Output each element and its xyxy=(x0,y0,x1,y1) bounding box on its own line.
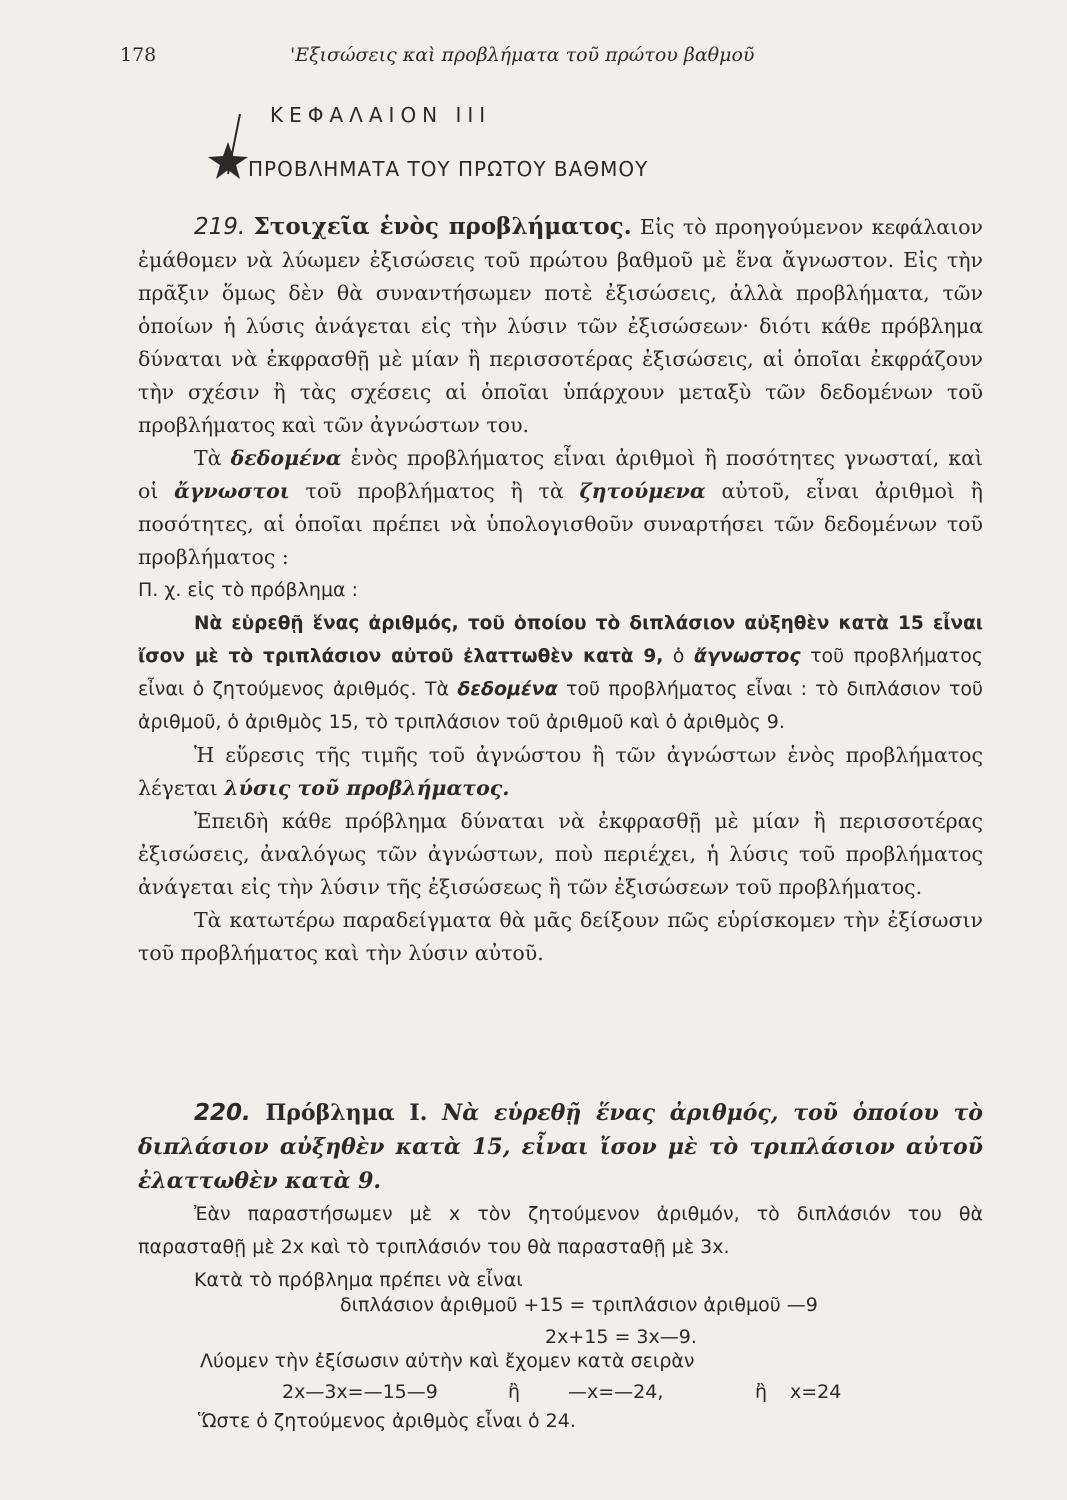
solution-para-3: Λύομεν τὴν ἐξίσωσιν αὐτὴν καὶ ἔχομεν κατὰ σειρὰν xyxy=(200,1350,695,1372)
section-220 xyxy=(138,1096,983,1297)
section-219-para-2 xyxy=(138,442,983,574)
example-paragraph xyxy=(138,607,983,739)
equation-step-3: x=24 xyxy=(790,1381,842,1403)
text: Τὰ xyxy=(194,446,222,470)
section-219-para-5: Τὰ κατωτέρω παραδείγματα θὰ μᾶς δείξουν πῶς εὑρίσκομεν τὴν ἐξίσωσιν τοῦ προβλήματος καὶ τὴν λύσιν αὐτοῦ. xyxy=(138,908,983,965)
example-intro xyxy=(138,574,983,607)
paragraph-text: Εἰς τὸ προηγούμενον κεφάλαιον ἐμάθομεν νὰ λύωμεν ἐξισώσεις τοῦ πρώτου βαθμοῦ μὲ ἕνα ἄγνωστον. Εἰς τὴν πρᾶξιν ὅμως δὲν θὰ συναντήσωμεν ποτὲ ἐξισώσεις, ἀλλὰ προβλήματα, τῶν ὁποίων ἡ λύσις ἀνάγεται εἰς τὴν λύσιν τῶν ἐξισώσεων· διότι κάθε πρόβλημα δύναται νὰ ἐκφρασθῇ μὲ μίαν ἢ περισσοτέρας ἐξισώσεις, αἱ ὁποῖαι ἐκφράζουν τὴν σχέσιν ἢ τὰς σχέσεις αἱ ὁποῖαι ὑπάρχουν μεταξὺ τῶν δεδομένων τοῦ προβλήματος καὶ τῶν ἀγνώστων του. xyxy=(138,215,983,437)
problem-statement: Νὰ εὑρεθῇ ἕνας ἀριθμός, τοῦ ὁποίου τὸ διπλάσιον αὐξηθὲν κατὰ 15, εἶναι ἴσον μὲ τὸ τριπλάσιον αὐτοῦ ἐλαττωθὲν κατὰ 9. xyxy=(138,1100,983,1194)
text: ὁ xyxy=(672,645,685,667)
equation-main: 2x+15 = 3x—9. xyxy=(545,1326,697,1348)
solution-para-2: Κατὰ τὸ πρόβλημα πρέπει νὰ εἶναι xyxy=(194,1269,523,1291)
example-statement: Νὰ εὑρεθῇ ἕνας ἀριθμός, τοῦ ὁποίου τὸ διπλάσιον αὐξηθὲν κατὰ 15 εἶναι ἴσον μὲ τὸ τριπλάσιον αὐτοῦ ἐλαττωθὲν κατὰ 9, xyxy=(138,613,983,667)
emphasis-text: ζητούμενα xyxy=(579,479,706,503)
text: Π. χ. εἰς τὸ πρόβλημα : xyxy=(138,579,359,601)
running-title: 'Εξισώσεις καὶ προβλήματα τοῦ πρώτου βαθμοῦ xyxy=(290,44,755,66)
section-title: Στοιχεῖα ἑνὸς προβλήματος. xyxy=(253,213,632,240)
text: ἑνὸς προβλήματος εἶναι ἀριθμοὶ ἢ ποσότητες γνωσταί, καὶ οἱ xyxy=(138,446,983,503)
solution-conclusion: Ὥστε ὁ ζητούμενος ἀριθμὸς εἶναι ὁ 24. xyxy=(198,1410,576,1432)
emphasis-text: ἄγνωστος xyxy=(693,645,801,667)
section-219-para-3 xyxy=(138,739,983,805)
section-number: 219. xyxy=(194,214,246,240)
solution-para-1: Ἐὰν παραστήσωμεν μὲ x τὸν ζητούμενον ἀριθμόν, τὸ διπλάσιόν του θὰ παρασταθῇ μὲ 2x καὶ τὸ τριπλάσιόν του θὰ παρασταθῇ μὲ 3x. xyxy=(138,1203,983,1258)
text: αὐτοῦ, εἶναι ἀριθμοὶ ἢ ποσότητες, αἱ ὁποῖαι πρέπει νὰ ὑπολογισθοῦν συναρτήσει τῶν δεδομένων τοῦ προβλήματος : xyxy=(138,479,983,569)
text: τοῦ προβλήματος εἶναι : τὸ διπλάσιον τοῦ ἀριθμοῦ, ὁ ἀριθμὸς 15, τὸ τριπλάσιον τοῦ ἀριθμοῦ καὶ ὁ ἀριθμὸς 9. xyxy=(138,678,984,733)
conjunction-text: ἢ xyxy=(508,1381,521,1403)
problem-heading xyxy=(138,1096,983,1198)
text: τοῦ προβλήματος ἢ τὰ xyxy=(305,479,564,503)
emphasis-text: δεδομένα xyxy=(230,446,342,470)
chapter-label: ΚΕΦΑΛΑΙΟΝ ΙΙΙ xyxy=(270,103,492,127)
equation-words: διπλάσιον ἀριθμοῦ +15 = τριπλάσιον ἀριθμοῦ —9 xyxy=(340,1294,818,1316)
text: τοῦ προβλήματος εἶναι ὁ ζητούμενος ἀριθμός. Τὰ xyxy=(138,645,983,700)
section-219-para-4: Ἐπειδὴ κάθε πρόβλημα δύναται νὰ ἐκφρασθῇ μὲ μίαν ἢ περισσοτέρας ἐξισώσεις, ἀναλόγως τῶν ἀγνώστων, ποὺ περιέχει, ἡ λύσις τοῦ προβλήματος ἀνάγεται εἰς τὴν λύσιν τῆς ἐξισώσεως ἢ τῶν ἐξισώσεων τοῦ προβλήματος. xyxy=(138,809,983,899)
section-number: 220. xyxy=(194,1100,251,1126)
equation-step-1: 2x—3x=—15—9 xyxy=(282,1381,438,1403)
emphasis-text: λύσις τοῦ προβλήματος. xyxy=(224,776,510,800)
problem-title: Πρόβλημα Ι. xyxy=(265,1100,428,1126)
conjunction-text: ἢ xyxy=(755,1381,768,1403)
section-219 xyxy=(138,210,983,970)
emphasis-text: δεδομένα xyxy=(457,678,558,700)
text: Ἡ εὕρεσις τῆς τιμῆς τοῦ ἀγνώστου ἢ τῶν ἀγνώστων ἑνὸς προβλήματος λέγεται xyxy=(138,743,983,800)
equation-step-2: —x=—24, xyxy=(568,1381,664,1403)
emphasis-text: ἄγνωστοι xyxy=(174,479,290,503)
section-219-para-1 xyxy=(138,210,983,442)
chapter-title: ΠΡΟΒΛΗΜΑΤΑ ΤΟΥ ΠΡΩΤΟΥ ΒΑΘΜΟΥ xyxy=(248,157,649,181)
page-number: 178 xyxy=(120,44,157,66)
